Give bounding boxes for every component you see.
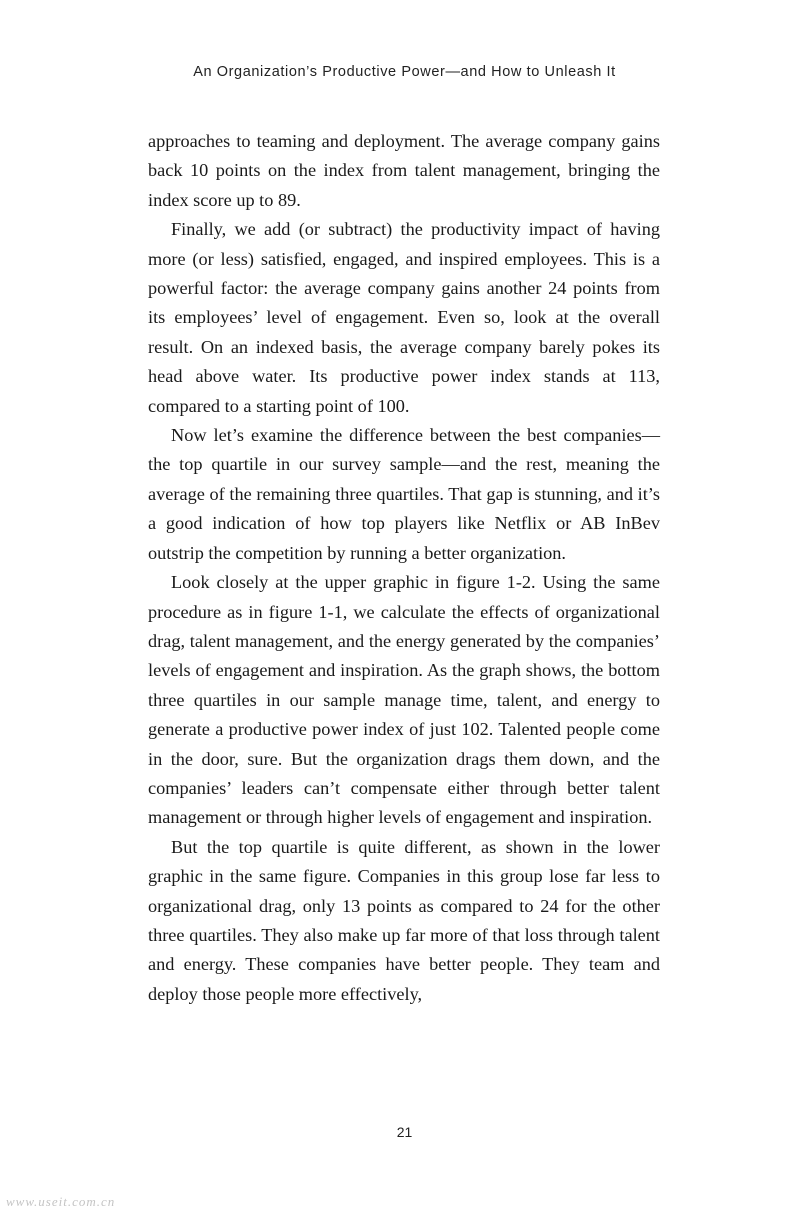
- paragraph: Finally, we add (or subtract) the productivity impact of having more (or less) satisfied, engaged, and inspired employees. This is a powerful factor: the average company gains another 24 points from its employees’ level of engagement. Even so, look at the overall result. On an indexed basis, the average company barely pokes its head above water. Its productive power index stands at 113, compared to a starting point of 100.: [148, 219, 660, 416]
- paragraph: Now let’s examine the difference between the best companies—the top quartile in our survey sample—and the rest, meaning the average of the remaining three quartiles. That gap is stunning, and it’s a good indication of how top players like Netflix or AB InBev outstrip the competition by running a better organization.: [148, 425, 660, 563]
- paragraph: But the top quartile is quite different, as shown in the lower graphic in the same figure. Companies in this group lose far less to organizational drag, only 13 points as compared to 24 for the other three quartiles. They also make up far more of that loss through talent and energy. These companies have better people. They team and deploy those people more effectively,: [148, 836, 660, 1004]
- watermark: www.useit.com.cn: [6, 1194, 116, 1209]
- paragraph: Look closely at the upper graphic in figure 1-2. Using the same procedure as in figure 1-1, we calculate the effects of organizational drag, talent management, and the energy generated by the companies’ levels of engagement and inspiration. As the graph shows, the bottom three quartiles in our sample manage time, talent, and energy to generate a productive power index of just 102. Talented people come in the door, sure. But the organization drags them down, and the companies’ leaders can’t compensate either through better talent management or through higher levels of engagement and inspiration.: [148, 572, 660, 828]
- page-number: 21: [396, 1124, 413, 1140]
- body-text: [148, 127, 660, 1009]
- paragraph: approaches to teaming and deployment. The average company gains back 10 points on the index from talent management, bringing the index score up to 89.: [148, 131, 660, 210]
- running-head: An Organization’s Productive Power—and How to Unleash It: [193, 64, 616, 80]
